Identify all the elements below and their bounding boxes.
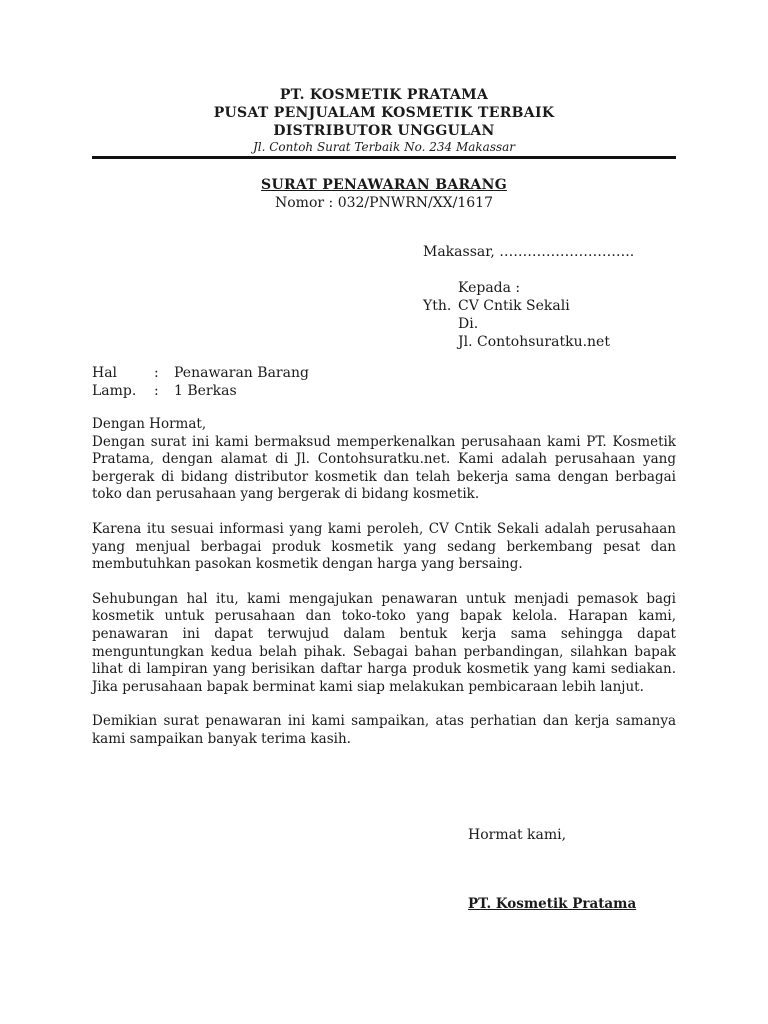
- meta-value: Penawaran Barang: [174, 365, 309, 381]
- paragraph-reason: Karena itu sesuai informasi yang kami peroleh, CV Cntik Sekali adalah perusahaan yang menjual berbagai produk kosmetik yang sedang berkembang pesat dan membutuhkan pasokan kosmetik dengan harga yang bersaing.: [92, 520, 676, 573]
- recipient-di-label: Di.: [458, 316, 479, 332]
- letter-meta: [92, 364, 309, 400]
- closing-salutation: Hormat kami,: [468, 827, 567, 843]
- company-name: PT. KOSMETIK PRATAMA: [279, 87, 489, 103]
- meta-colon: :: [154, 365, 159, 381]
- letterhead-divider: [92, 156, 676, 159]
- letter-title-block: [92, 176, 676, 212]
- letter-body: [92, 416, 676, 766]
- recipient-block: [423, 279, 610, 351]
- recipient-name: CV Cntik Sekali: [458, 298, 570, 314]
- letterhead: [92, 86, 676, 155]
- recipient-to-label: Kepada :: [458, 280, 521, 296]
- paragraph-intro: Dengan surat ini kami bermaksud memperkenalkan perusahaan kami PT. Kosmetik Pratama, dengan alamat di Jl. Contohsuratku.net. Kami adalah perusahaan yang bergerak di bidang distributor kosmetik dan telah bekerja sama dengan berbagai toko dan perusahaan yang bergerak di bidang kosmetik.: [92, 433, 676, 503]
- meta-value: 1 Berkas: [174, 383, 237, 399]
- signatory-name: PT. Kosmetik Pratama: [468, 896, 637, 912]
- meta-key: Hal: [92, 365, 118, 381]
- paragraph-closing: Demikian surat penawaran ini kami sampaikan, atas perhatian dan kerja samanya kami sampaikan banyak terima kasih.: [92, 713, 676, 747]
- meta-row-attachment: [92, 382, 309, 400]
- letter-title: SURAT PENAWARAN BARANG: [261, 177, 507, 193]
- meta-colon: :: [154, 383, 159, 399]
- letter-number: Nomor : 032/PNWRN/XX/1617: [275, 195, 493, 211]
- company-tagline: PUSAT PENJUALAM KOSMETIK TERBAIK: [213, 105, 555, 121]
- recipient-yth-label: Yth.: [423, 298, 452, 314]
- place-date: Makassar, ………………………..: [423, 244, 635, 260]
- company-subtitle: DISTRIBUTOR UNGGULAN: [273, 123, 495, 139]
- paragraph-offer: Sehubungan hal itu, kami mengajukan penawaran untuk menjadi pemasok bagi kosmetik untuk perusahaan dan toko-toko yang bapak kelola. Harapan kami, penawaran ini dapat terwujud dalam bentuk kerja sama sehingga dapat menguntungkan kedua belah pihak. Sebagai bahan perbandingan, silahkan bapak lihat di lampiran yang berisikan daftar harga produk kosmetik yang kami sediakan. Jika perusahaan bapak berminat kami siap melakukan pembicaraan lebih lanjut.: [92, 590, 676, 695]
- greeting: Dengan Hormat,: [92, 416, 207, 432]
- meta-row-subject: [92, 364, 309, 382]
- company-address: Jl. Contoh Surat Terbaik No. 234 Makassar: [252, 140, 516, 154]
- meta-key: Lamp.: [92, 383, 137, 399]
- recipient-address: Jl. Contohsuratku.net: [458, 334, 610, 350]
